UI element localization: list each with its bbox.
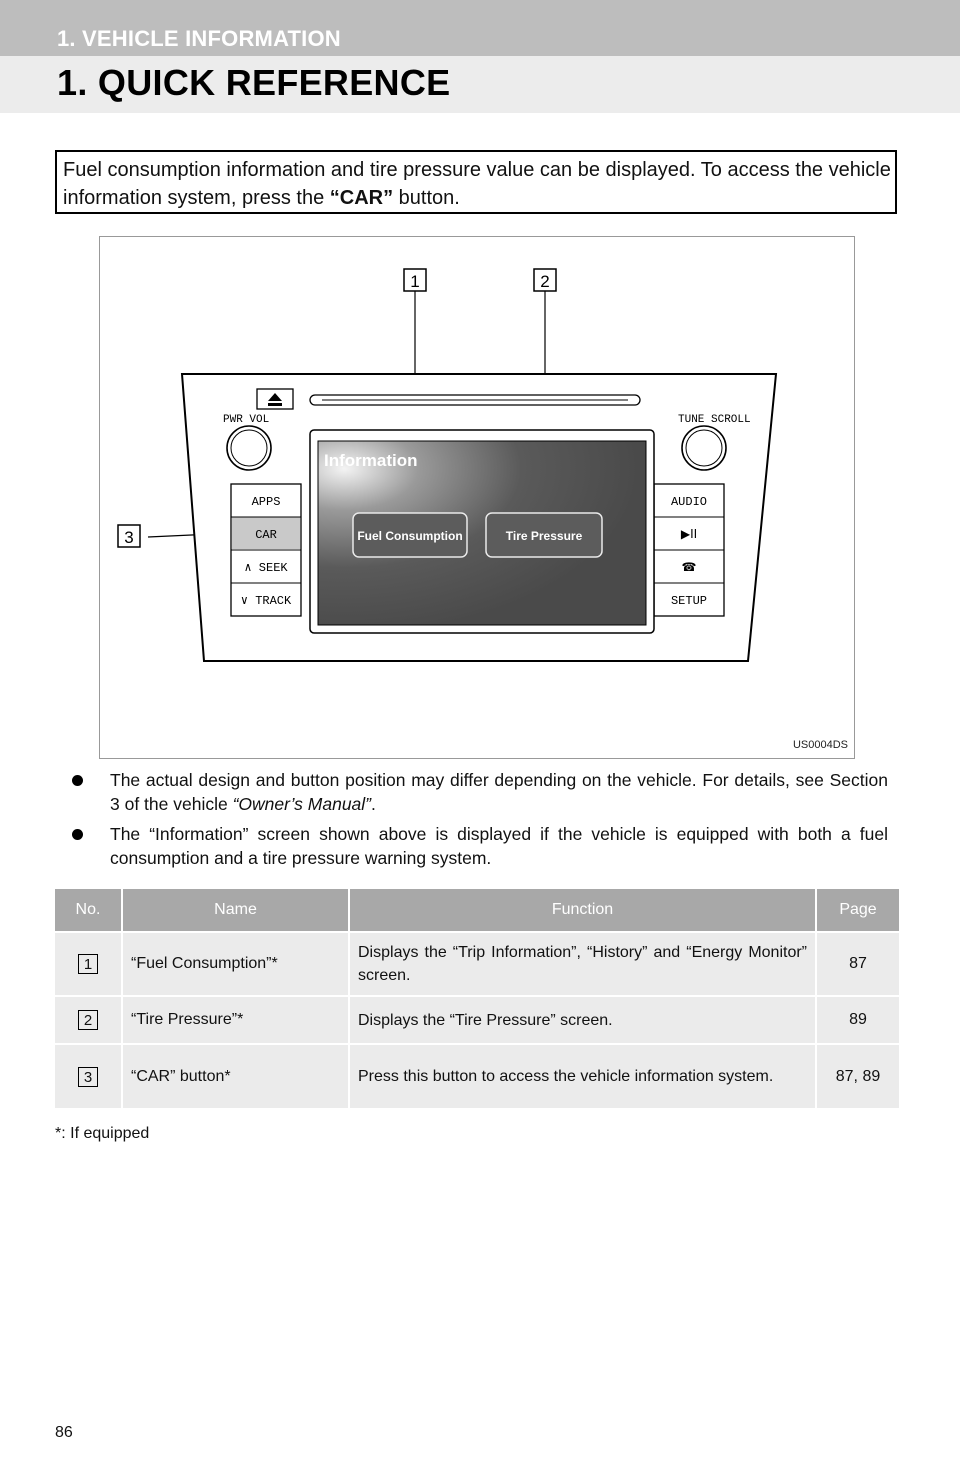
row-number-badge: 2 (78, 1010, 98, 1030)
callout-3-label: 3 (124, 528, 134, 547)
play-pause-icon: ▶II (680, 527, 698, 541)
col-header-function: Function (349, 889, 816, 932)
footnote: *: If equipped (55, 1125, 150, 1142)
row-name: “CAR” button* (122, 1044, 349, 1108)
row-page: 89 (816, 996, 899, 1044)
callout-1-label: 1 (410, 272, 420, 291)
screen-title: Information (324, 451, 418, 470)
intro-text-after: button. (393, 187, 460, 209)
bullet-icon (72, 829, 83, 840)
track-button: ∨ TRACK (240, 594, 292, 608)
setup-button: SETUP (670, 594, 708, 608)
figure-code: US0004DS (792, 739, 848, 751)
section-title: 1. VEHICLE INFORMATION (57, 26, 341, 51)
row-name: “Tire Pressure”* (122, 996, 349, 1044)
phone-icon: ☎ (681, 560, 697, 574)
note-1-italic: “Owner’s Manual” (232, 794, 372, 814)
table-row (55, 996, 899, 1044)
head-unit-illustration (99, 236, 855, 759)
note-1-end: . (371, 794, 376, 814)
col-header-page: Page (816, 889, 899, 932)
row-page: 87, 89 (816, 1044, 899, 1108)
notes-list (72, 768, 888, 876)
table-row (55, 1044, 899, 1108)
table-header-row (55, 889, 899, 932)
section-header (0, 0, 960, 56)
pwr-vol-knob (227, 426, 271, 470)
note-item (72, 768, 888, 816)
note-2-text: The “Information” screen shown above is displayed if the vehicle is equipped with both a fuel consumption and a tire pressure warning system. (110, 824, 888, 868)
callout-2-label: 2 (540, 272, 550, 291)
pwr-vol-label: PWR VOL (223, 414, 270, 426)
tune-scroll-label: TUNE SCROLL (678, 414, 751, 426)
page-header (0, 56, 960, 113)
tune-scroll-knob (682, 426, 726, 470)
screen-tire-pressure-label: Tire Pressure (505, 529, 583, 543)
note-1-text: The actual design and button position may differ depending on the vehicle. For details, see Section 3 of the vehicle (110, 770, 888, 814)
row-number-badge: 3 (78, 1067, 98, 1087)
screen-fuel-consumption-label: Fuel Consumption (357, 529, 463, 543)
car-button: CAR (255, 528, 277, 542)
row-function: Displays the “Tire Pressure” screen. (349, 996, 816, 1044)
page-title: 1. QUICK REFERENCE (57, 62, 451, 103)
row-function: Press this button to access the vehicle information system. (349, 1044, 816, 1108)
reference-table (55, 889, 899, 1108)
apps-button: APPS (251, 495, 281, 509)
row-number-badge: 1 (78, 954, 98, 974)
audio-button: AUDIO (670, 495, 708, 509)
col-header-no: No. (55, 889, 122, 932)
intro-text-before: Fuel consumption information and tire pressure value can be displayed. To access the vehicle information system, press the (63, 159, 891, 209)
bullet-icon (72, 775, 83, 786)
row-function: Displays the “Trip Information”, “History” and “Energy Monitor” screen. (349, 932, 816, 996)
head-unit-drawing (100, 237, 854, 758)
intro-car-button-name: “CAR” (329, 187, 394, 209)
row-page: 87 (816, 932, 899, 996)
table-row (55, 932, 899, 996)
seek-button: ∧ SEEK (244, 561, 288, 575)
row-name: “Fuel Consumption”* (122, 932, 349, 996)
page-number: 86 (55, 1424, 73, 1441)
col-header-name: Name (122, 889, 349, 932)
intro-box (55, 150, 897, 214)
note-item (72, 822, 888, 870)
